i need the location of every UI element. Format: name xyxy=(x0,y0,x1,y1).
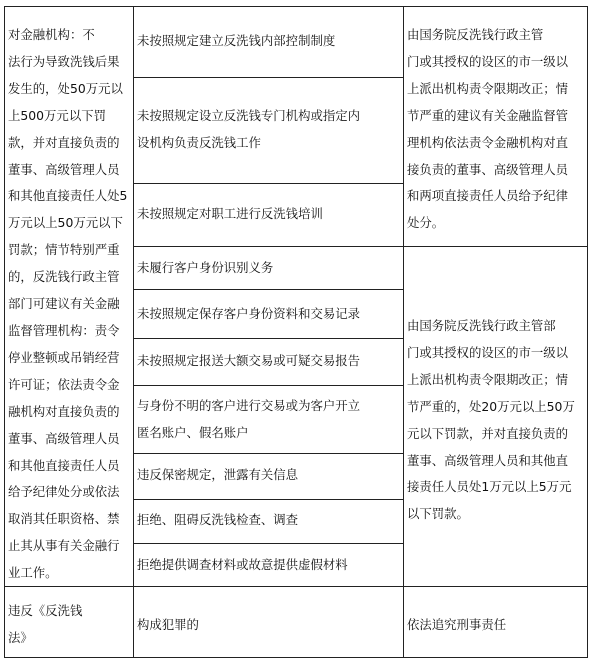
violation-text: 未按照规定对职工进行反洗钱培训 xyxy=(137,206,323,221)
penalty-cell xyxy=(407,313,587,528)
table-right-border xyxy=(587,6,588,658)
text-line: 给予纪律处分或依法 xyxy=(8,484,120,500)
text-line: 由国务院反洗钱行政主管 xyxy=(407,27,544,42)
text-line: 董事、高级管理人员 xyxy=(8,161,120,177)
penalty-cell xyxy=(407,22,587,237)
text-line: 款，并对直接负责的 xyxy=(8,134,120,150)
text-line: 董事、高级管理人员 xyxy=(8,430,120,446)
criminal-liability-cell xyxy=(407,612,587,639)
violation-row-border xyxy=(133,338,404,339)
violation-text: 未按照规定报送大额交易或可疑交易报告 xyxy=(137,353,361,368)
violation-cell xyxy=(137,393,403,447)
text-line: 许可证；依法责令金 xyxy=(8,376,120,392)
text-line: 门或其授权的设区的市一级以 xyxy=(407,53,569,69)
violation-cell xyxy=(137,255,403,282)
text-line: 节严重的建议有关金融监督管 xyxy=(407,107,569,123)
violation-row-border xyxy=(133,543,404,544)
violation-cell xyxy=(137,348,403,375)
crime-condition-cell xyxy=(137,612,403,639)
table-bottom-border xyxy=(4,657,588,658)
violation-text: 未按照规定设立反洗钱专门机构或指定内 xyxy=(137,108,361,123)
violation-row-border xyxy=(133,499,404,500)
column-divider-2 xyxy=(403,6,404,658)
text-line: 上派出机构责令限期改正；情 xyxy=(407,80,569,96)
violation-text: 拒绝、阻碍反洗钱检查、调查 xyxy=(137,512,299,527)
text-line: 的，反洗钱行政主管 xyxy=(8,269,120,285)
text-line: 部门可建议有关金融 xyxy=(8,296,120,312)
text-line: 接负责的董事、高级管理人员 xyxy=(407,161,569,177)
violation-text: 与身份不明的客户进行交易或为客户开立 xyxy=(137,398,361,413)
institution-penalty-cell xyxy=(8,22,134,587)
text-line: 元以下罚款，并对直接负责的 xyxy=(407,425,569,441)
text-line: 和其他直接责任人处5 xyxy=(8,188,128,204)
violation-cell xyxy=(137,103,403,157)
text-line: 和其他直接责任人员 xyxy=(8,457,120,473)
text-line: 上派出机构责令限期改正；情 xyxy=(407,371,569,387)
violation-cell xyxy=(137,28,403,55)
violation-text: 未按照规定建立反洗钱内部控制制度 xyxy=(137,33,336,48)
penalty-row-border xyxy=(403,246,588,247)
text-line: 处分。 xyxy=(407,215,445,231)
violation-row-border xyxy=(133,453,404,454)
violation-row-border xyxy=(133,77,404,78)
text-line: 上500万元以下罚 xyxy=(8,107,106,123)
text-line: 以下罚款。 xyxy=(407,506,469,522)
table-left-border xyxy=(4,6,5,658)
text-line: 法行为导致洗钱后果 xyxy=(8,53,120,69)
crime-condition-text: 构成犯罪的 xyxy=(137,617,199,632)
violation-law-cell xyxy=(8,598,134,652)
table-top-border xyxy=(4,6,588,7)
violation-text: 设机构负责反洗钱工作 xyxy=(137,134,261,150)
violation-cell xyxy=(137,201,403,228)
text-line: 门或其授权的设区的市一级以 xyxy=(407,344,569,360)
violation-text: 未按照规定保存客户身份资料和交易记录 xyxy=(137,306,361,321)
violation-text: 未履行客户身份识别义务 xyxy=(137,260,274,275)
violation-cell xyxy=(137,552,403,579)
text-line: 融机构对直接负责的 xyxy=(8,403,120,419)
violation-cell xyxy=(137,301,403,328)
violation-row-border xyxy=(133,289,404,290)
violation-row-border xyxy=(133,385,404,386)
text-line: 发生的，处50万元以 xyxy=(8,80,123,96)
text-line: 罚款；情节特别严重 xyxy=(8,242,120,258)
text-line: 万元以上50万元以下 xyxy=(8,215,123,231)
text-line: 业工作。 xyxy=(8,565,58,581)
violation-text: 违反保密规定，泄露有关信息 xyxy=(137,467,299,482)
violation-row-border xyxy=(133,246,404,247)
text-line: 接责任人员处1万元以上5万元 xyxy=(407,479,572,495)
text-line: 对金融机构：不 xyxy=(8,27,95,42)
text-line: 董事、高级管理人员和其他直 xyxy=(407,452,569,468)
text-line: 和两项直接责任人员给予纪律 xyxy=(407,188,569,204)
violation-row-border xyxy=(133,183,404,184)
text-line: 节严重的，处20万元以上50万 xyxy=(407,398,575,414)
violation-text: 拒绝提供调查材料或故意提供虚假材料 xyxy=(137,557,348,572)
text-line: 取消其任职资格、禁 xyxy=(8,511,120,527)
text-line: 违反《反洗钱 xyxy=(8,603,83,618)
criminal-liability-text: 依法追究刑事责任 xyxy=(407,617,507,632)
violation-cell xyxy=(137,462,403,489)
text-line: 由国务院反洗钱行政主管部 xyxy=(407,318,556,333)
violation-cell xyxy=(137,507,403,534)
text-line: 法》 xyxy=(8,629,33,645)
violation-text: 匿名账户、假名账户 xyxy=(137,424,249,440)
text-line: 监督管理机构：责令 xyxy=(8,322,120,338)
text-line: 理机构依法责令金融机构对直 xyxy=(407,134,569,150)
text-line: 停业整顿或吊销经营 xyxy=(8,349,120,365)
text-line: 止其从事有关金融行 xyxy=(8,538,120,554)
